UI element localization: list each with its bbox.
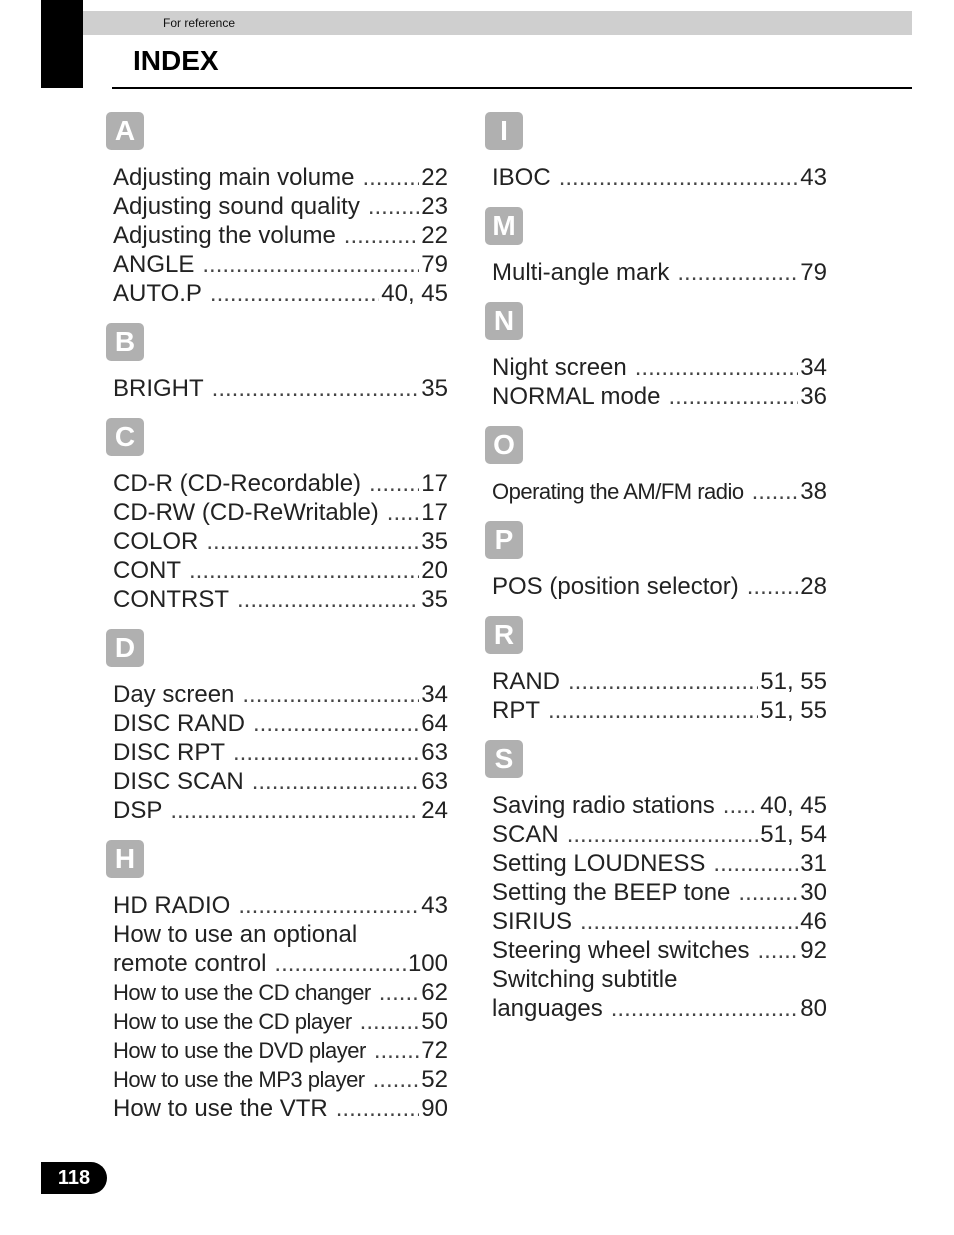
page-reference: 92 bbox=[800, 937, 827, 964]
index-entry bbox=[492, 258, 827, 287]
dot-leader bbox=[757, 936, 798, 965]
page-reference: 62 bbox=[421, 979, 448, 1006]
dot-leader bbox=[202, 250, 419, 279]
index-term: How to use the MP3 player bbox=[113, 1067, 365, 1092]
index-term: AUTO.P bbox=[113, 280, 202, 307]
index-term: SCAN bbox=[492, 821, 559, 848]
letter-heading: R bbox=[485, 616, 523, 654]
index-group-s bbox=[485, 740, 827, 1023]
index-entry bbox=[492, 696, 827, 725]
index-entry bbox=[492, 667, 827, 696]
dot-leader bbox=[336, 1094, 420, 1123]
page-reference: 46 bbox=[800, 908, 827, 935]
index-term: CONT bbox=[113, 557, 181, 584]
index-entry bbox=[113, 498, 448, 527]
dot-leader bbox=[374, 1036, 419, 1065]
index-group-i bbox=[485, 112, 827, 192]
page-reference: 72 bbox=[421, 1037, 448, 1064]
index-term: RPT bbox=[492, 697, 540, 724]
index-term: CD-R (CD-Recordable) bbox=[113, 470, 362, 497]
index-term: How to use the CD changer bbox=[113, 980, 371, 1005]
page-reference: 80 bbox=[800, 995, 827, 1022]
index-entry bbox=[113, 680, 448, 709]
index-entry bbox=[492, 382, 827, 411]
page-reference: 36 bbox=[800, 383, 827, 410]
index-term: DISC SCAN bbox=[113, 768, 244, 795]
index-entry bbox=[492, 994, 827, 1023]
index-entry bbox=[492, 477, 827, 506]
page-reference: 22 bbox=[421, 164, 448, 191]
index-entry bbox=[492, 353, 827, 382]
page-reference: 38 bbox=[800, 478, 827, 505]
index-entry bbox=[113, 949, 448, 978]
index-term: How to use the DVD player bbox=[113, 1038, 366, 1063]
dot-leader bbox=[713, 849, 798, 878]
page-reference: 35 bbox=[421, 586, 448, 613]
page-reference: 90 bbox=[421, 1095, 448, 1122]
dot-leader bbox=[252, 767, 420, 796]
page-reference: 40, 45 bbox=[381, 280, 448, 307]
index-entry bbox=[492, 849, 827, 878]
letter-heading: N bbox=[485, 302, 523, 340]
index-term: Saving radio stations bbox=[492, 792, 715, 819]
index-entry bbox=[492, 820, 827, 849]
letter-heading: M bbox=[485, 207, 523, 245]
index-group-m bbox=[485, 207, 827, 287]
index-term: Setting the BEEP tone bbox=[492, 879, 731, 906]
letter-heading: A bbox=[106, 112, 144, 150]
page-reference: 51, 55 bbox=[760, 697, 827, 724]
header-band bbox=[83, 11, 912, 35]
page-reference: 52 bbox=[421, 1066, 448, 1093]
index-entry bbox=[113, 767, 448, 796]
index-entry bbox=[113, 709, 448, 738]
index-entry bbox=[113, 1007, 448, 1036]
dot-leader bbox=[368, 192, 419, 221]
page-reference: 35 bbox=[421, 528, 448, 555]
index-term: POS (position selector) bbox=[492, 573, 739, 600]
dot-leader bbox=[362, 163, 419, 192]
dot-leader bbox=[387, 498, 420, 527]
dot-leader bbox=[379, 978, 420, 1007]
dot-leader bbox=[253, 709, 419, 738]
index-entry bbox=[113, 527, 448, 556]
index-term: CONTRST bbox=[113, 586, 229, 613]
index-entries bbox=[106, 891, 448, 1123]
page-reference: 17 bbox=[421, 470, 448, 497]
index-column-left bbox=[106, 112, 448, 1138]
index-entry bbox=[492, 936, 827, 965]
index-term: BRIGHT bbox=[113, 375, 204, 402]
index-group-h bbox=[106, 840, 448, 1123]
title-divider bbox=[112, 87, 912, 89]
index-entries bbox=[106, 680, 448, 825]
index-group-c bbox=[106, 418, 448, 614]
index-term: COLOR bbox=[113, 528, 199, 555]
dot-leader bbox=[738, 878, 798, 907]
letter-heading: D bbox=[106, 629, 144, 667]
index-term: Adjusting sound quality bbox=[113, 193, 360, 220]
page-reference: 64 bbox=[421, 710, 448, 737]
index-term: IBOC bbox=[492, 164, 551, 191]
section-label: For reference bbox=[163, 16, 236, 30]
dot-leader bbox=[206, 527, 419, 556]
index-entry bbox=[492, 163, 827, 192]
dot-leader bbox=[548, 696, 758, 725]
page-reference: 31 bbox=[800, 850, 827, 877]
index-entry bbox=[113, 738, 448, 767]
black-edge-tab bbox=[41, 0, 83, 88]
dot-leader bbox=[360, 1007, 420, 1036]
dot-leader bbox=[723, 791, 758, 820]
index-entry bbox=[492, 878, 827, 907]
dot-leader bbox=[747, 572, 799, 601]
index-column-right bbox=[485, 112, 827, 1038]
index-entry bbox=[113, 1094, 448, 1123]
index-entries bbox=[485, 667, 827, 725]
index-entry bbox=[113, 1036, 448, 1065]
dot-leader bbox=[567, 820, 759, 849]
index-term: HD RADIO bbox=[113, 892, 231, 919]
index-term: SIRIUS bbox=[492, 908, 573, 935]
index-term: CD-RW (CD-ReWritable) bbox=[113, 499, 379, 526]
page-reference: 79 bbox=[800, 259, 827, 286]
index-group-a bbox=[106, 112, 448, 308]
index-term: DISC RAND bbox=[113, 710, 246, 737]
index-entry bbox=[113, 469, 448, 498]
dot-leader bbox=[752, 477, 799, 506]
letter-heading: H bbox=[106, 840, 144, 878]
page-reference: 43 bbox=[800, 164, 827, 191]
index-term: Night screen bbox=[492, 354, 627, 381]
dot-leader bbox=[170, 796, 419, 825]
index-term: How to use the CD player bbox=[113, 1009, 352, 1034]
index-term: Adjusting the volume bbox=[113, 222, 336, 249]
page-reference: 20 bbox=[421, 557, 448, 584]
letter-heading: B bbox=[106, 323, 144, 361]
dot-leader bbox=[559, 163, 799, 192]
page-reference: 43 bbox=[421, 892, 448, 919]
index-entry bbox=[113, 163, 448, 192]
page-reference: 40, 45 bbox=[760, 792, 827, 819]
dot-leader bbox=[580, 907, 798, 936]
page-reference: 63 bbox=[421, 739, 448, 766]
index-term: How to use the VTR bbox=[113, 1095, 328, 1122]
dot-leader bbox=[344, 221, 420, 250]
index-term: Steering wheel switches bbox=[492, 937, 750, 964]
index-group-b bbox=[106, 323, 448, 403]
page-reference: 79 bbox=[421, 251, 448, 278]
index-entry bbox=[113, 796, 448, 825]
index-entries bbox=[485, 572, 827, 601]
letter-heading: I bbox=[485, 112, 523, 150]
index-entry bbox=[113, 374, 448, 403]
index-term: remote control bbox=[113, 950, 267, 977]
index-term: Adjusting main volume bbox=[113, 164, 355, 191]
dot-leader bbox=[189, 556, 419, 585]
page-reference: 51, 55 bbox=[760, 668, 827, 695]
index-term: NORMAL mode bbox=[492, 383, 661, 410]
index-entries bbox=[106, 374, 448, 403]
dot-leader bbox=[635, 353, 799, 382]
dot-leader bbox=[568, 667, 758, 696]
index-entry bbox=[113, 192, 448, 221]
page-reference: 51, 54 bbox=[760, 821, 827, 848]
index-entries bbox=[485, 353, 827, 411]
page-title: INDEX bbox=[133, 45, 219, 76]
index-entries bbox=[485, 163, 827, 192]
index-group-n bbox=[485, 302, 827, 411]
page-number: 118 bbox=[41, 1162, 107, 1194]
letter-heading: C bbox=[106, 418, 144, 456]
page-reference: 34 bbox=[421, 681, 448, 708]
index-entry bbox=[492, 907, 827, 936]
letter-heading: P bbox=[485, 521, 523, 559]
index-group-r bbox=[485, 616, 827, 725]
dot-leader bbox=[242, 680, 419, 709]
index-group-p bbox=[485, 521, 827, 601]
dot-leader bbox=[369, 469, 419, 498]
index-term: languages bbox=[492, 995, 603, 1022]
letter-heading: S bbox=[485, 740, 523, 778]
index-entries bbox=[485, 477, 827, 506]
page-reference: 23 bbox=[421, 193, 448, 220]
page-reference: 35 bbox=[421, 375, 448, 402]
index-entry bbox=[492, 572, 827, 601]
letter-heading: O bbox=[485, 426, 523, 464]
index-entry bbox=[113, 221, 448, 250]
dot-leader bbox=[210, 279, 379, 308]
index-term: Switching subtitle bbox=[492, 966, 678, 993]
index-entries bbox=[106, 469, 448, 614]
dot-leader bbox=[237, 585, 419, 614]
index-term: Operating the AM/FM radio bbox=[492, 479, 744, 504]
index-term: Setting LOUDNESS bbox=[492, 850, 706, 877]
index-term: DSP bbox=[113, 797, 163, 824]
page-reference: 22 bbox=[421, 222, 448, 249]
dot-leader bbox=[274, 949, 406, 978]
index-term: DISC RPT bbox=[113, 739, 226, 766]
index-entries bbox=[106, 163, 448, 308]
dot-leader bbox=[373, 1065, 420, 1094]
index-entry bbox=[113, 891, 448, 920]
page-reference: 100 bbox=[407, 950, 448, 977]
dot-leader bbox=[611, 994, 799, 1023]
index-group-o bbox=[485, 426, 827, 506]
dot-leader bbox=[238, 891, 419, 920]
index-term: RAND bbox=[492, 668, 561, 695]
index-entry bbox=[113, 585, 448, 614]
page-reference: 30 bbox=[800, 879, 827, 906]
page-reference: 24 bbox=[421, 797, 448, 824]
index-entries bbox=[485, 791, 827, 1023]
page-reference: 17 bbox=[421, 499, 448, 526]
index-entry bbox=[113, 1065, 448, 1094]
page-reference: 28 bbox=[800, 573, 827, 600]
dot-leader bbox=[212, 374, 420, 403]
index-entries bbox=[485, 258, 827, 287]
index-term: How to use an optional bbox=[113, 921, 358, 948]
index-entry bbox=[113, 556, 448, 585]
dot-leader bbox=[677, 258, 798, 287]
index-entry bbox=[113, 279, 448, 308]
index-entry bbox=[113, 978, 448, 1007]
dot-leader bbox=[669, 382, 799, 411]
index-term: Day screen bbox=[113, 681, 235, 708]
index-entry bbox=[113, 250, 448, 279]
dot-leader bbox=[233, 738, 419, 767]
page-reference: 63 bbox=[421, 768, 448, 795]
index-entry bbox=[492, 791, 827, 820]
page-reference: 50 bbox=[421, 1008, 448, 1035]
index-term: Multi-angle mark bbox=[492, 259, 670, 286]
index-group-d bbox=[106, 629, 448, 825]
page-reference: 34 bbox=[800, 354, 827, 381]
index-term: ANGLE bbox=[113, 251, 195, 278]
